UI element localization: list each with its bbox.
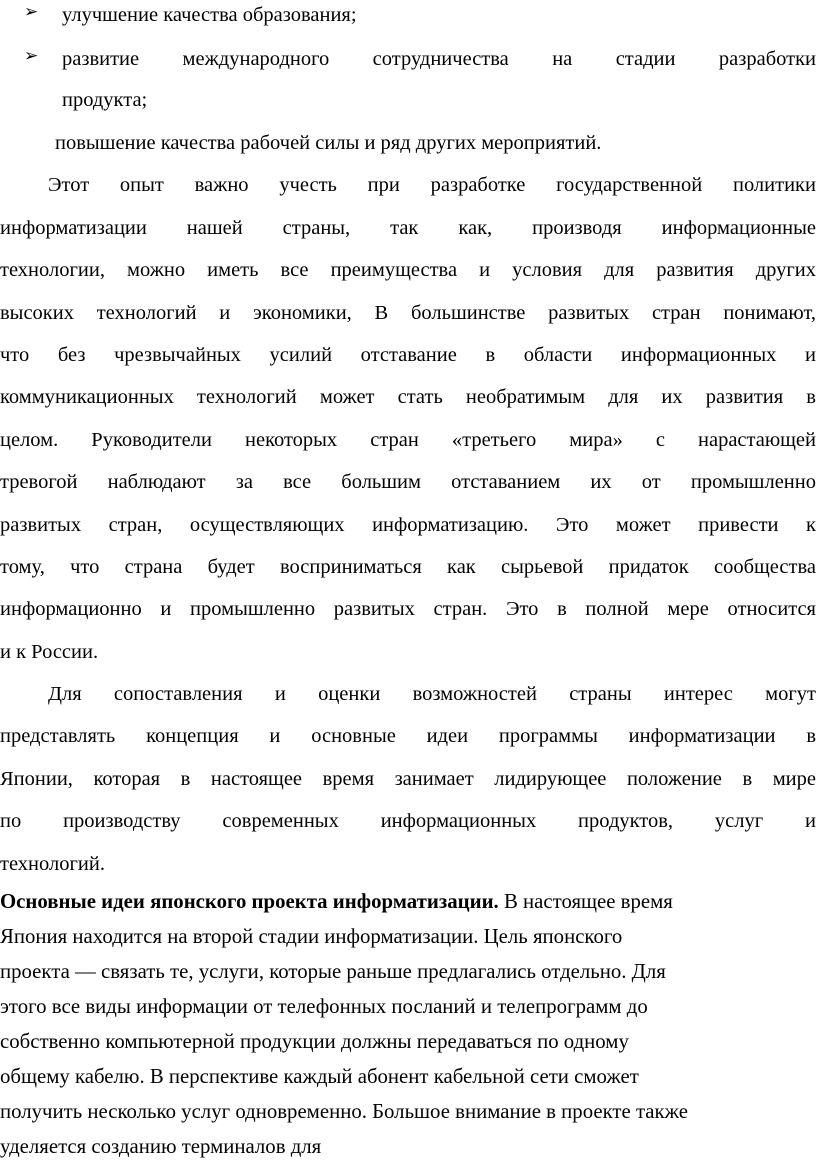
- paragraph-line: высоких технологий и экономики, В большинстве развитых стран понимают,: [0, 302, 816, 324]
- paragraph-line: развитых стран, осуществляющих информатизацию. Это может привести к: [0, 514, 816, 536]
- section-heading: Основные идеи японского проекта информатизации.: [0, 890, 499, 913]
- bullet-arrow-icon: ➢: [24, 46, 39, 66]
- section-line: получить несколько услуг одновременно. Большое внимание в проекте также: [0, 1100, 688, 1123]
- paragraph-line: Для сопоставления и оценки возможностей страны интерес могут: [48, 683, 816, 705]
- bullet-item-text-cont: продукта;: [62, 89, 148, 111]
- paragraph-line: что без чрезвычайных усилий отставание в области информационных и: [0, 344, 816, 366]
- paragraph-line: тому, что страна будет восприниматься как сырьевой придаток сообщества: [0, 556, 816, 578]
- list-item-text: повышение качества рабочей силы и ряд других мероприятий.: [55, 132, 602, 154]
- section-line: собственно компьютерной продукции должны передаваться по одному: [0, 1030, 629, 1053]
- paragraph-line: коммуникационных технологий может стать необратимым для их развития в: [0, 386, 816, 408]
- section-line: общему кабелю. В перспективе каждый абонент кабельной сети сможет: [0, 1065, 639, 1088]
- paragraph-line-last: технологий.: [0, 853, 105, 875]
- section-line: Япония находится на второй стадии информатизации. Цель японского: [0, 925, 623, 948]
- section-text: В настоящее время: [498, 890, 673, 913]
- paragraph-line: тревогой наблюдают за все большим отставанием их от промышленно: [0, 471, 816, 493]
- section-line: проекта — связать те, услуги, которые раньше предлагались отдельно. Для: [0, 960, 666, 983]
- paragraph-line: целом. Руководители некоторых стран «третьего мира» с нарастающей: [0, 429, 816, 451]
- bullet-item-text: развитие международного сотрудничества на стадии разработки: [62, 48, 816, 70]
- section-first-line: [0, 889, 816, 915]
- section-line: уделяется созданию терминалов для: [0, 1135, 322, 1158]
- bullet-arrow-icon: ➢: [24, 2, 39, 22]
- paragraph-line: Японии, которая в настоящее время занимает лидирующее положение в мире: [0, 768, 816, 790]
- section-line: этого все виды информации от телефонных посланий и телепрограмм до: [0, 995, 648, 1018]
- paragraph-line: представлять концепция и основные идеи программы информатизации в: [0, 725, 816, 747]
- paragraph-line: информационно и промышленно развитых стран. Это в полной мере относится: [0, 598, 816, 620]
- bullet-item-text: улучшение качества образования;: [62, 4, 357, 26]
- paragraph-line-last: и к России.: [0, 641, 99, 663]
- paragraph-line: по производству современных информационных продуктов, услуг и: [0, 810, 816, 832]
- paragraph-line: Этот опыт важно учесть при разработке государственной политики: [48, 174, 816, 196]
- paragraph-line: технологии, можно иметь все преимущества и условия для развития других: [0, 259, 816, 281]
- paragraph-line: информатизации нашей страны, так как, производя информационные: [0, 217, 816, 239]
